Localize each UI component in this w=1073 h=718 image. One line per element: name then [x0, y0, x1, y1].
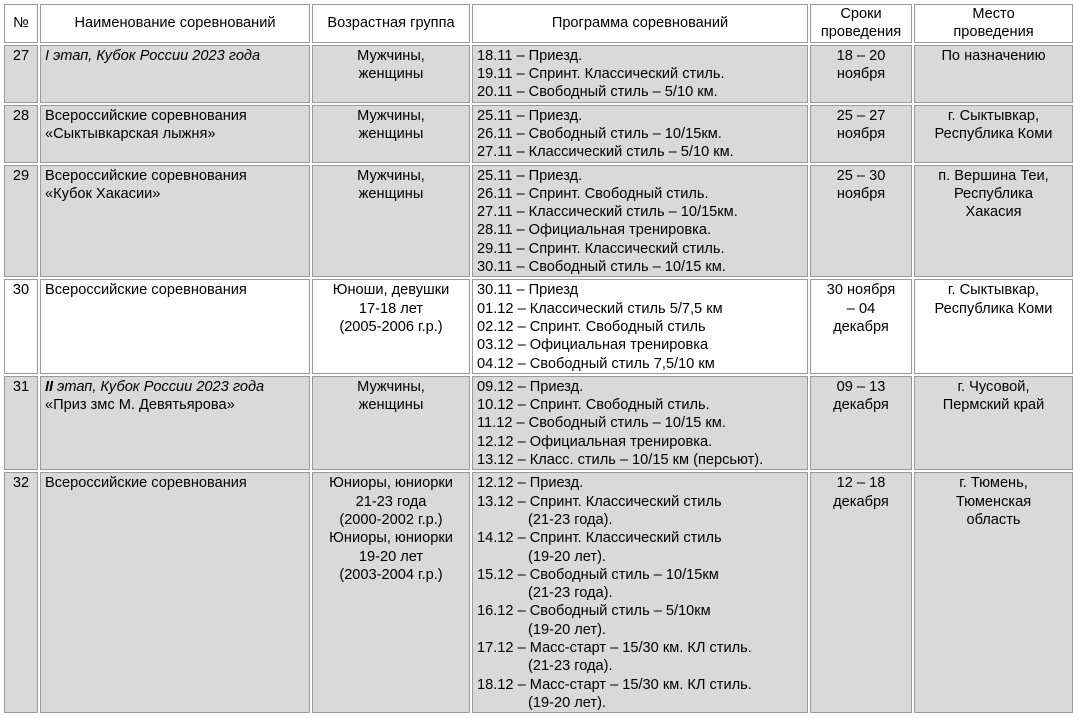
- competition-name-line: «Приз змс М. Девятьярова»: [45, 397, 235, 414]
- program-line: 09.12 – Приезд.: [477, 378, 584, 395]
- place-line: г. Тюмень,: [959, 475, 1028, 492]
- program-line: 25.11 – Приезд.: [477, 167, 583, 184]
- program-line: 01.12 – Классический стиль 5/7,5 км: [477, 300, 723, 317]
- program-line: 20.11 – Свободный стиль – 5/10 км.: [477, 84, 718, 101]
- program-line: 27.11 – Классический стиль – 5/10 км.: [477, 144, 734, 161]
- program: [472, 279, 808, 373]
- age-line: (2000-2002 г.р.): [339, 511, 443, 528]
- dates-line: декабря: [833, 397, 889, 414]
- header-dates: [810, 4, 912, 43]
- dates: [810, 165, 912, 278]
- age-line: (2003-2004 г.р.): [339, 566, 443, 583]
- program-line: 15.12 – Свободный стиль – 10/15км: [477, 566, 719, 583]
- dates-line: 30 ноября: [826, 282, 896, 299]
- program: [472, 45, 808, 103]
- competition-name: [40, 105, 310, 163]
- age-line: (2005-2006 г.р.): [339, 318, 443, 335]
- program-line-note: (19-20 лет).: [528, 694, 606, 711]
- table-row: [4, 279, 1073, 373]
- dates-line: 09 – 13: [836, 378, 886, 395]
- program: [472, 165, 808, 278]
- place: [914, 45, 1073, 103]
- program-line: 27.11 – Классический стиль – 10/15км.: [477, 204, 738, 221]
- place-line: Хакасия: [965, 204, 1022, 221]
- competition-name: [40, 472, 310, 713]
- row-number: 32: [4, 472, 38, 713]
- program-line: 19.11 – Спринт. Классический стиль.: [477, 65, 725, 82]
- program-line: 13.12 – Спринт. Классический стиль: [477, 493, 722, 510]
- age-line: Мужчины,: [357, 47, 425, 64]
- place: [914, 105, 1073, 163]
- dates-line: 25 – 27: [836, 107, 886, 124]
- dates: [810, 376, 912, 470]
- program: [472, 105, 808, 163]
- place: [914, 165, 1073, 278]
- table-row: [4, 105, 1073, 163]
- competition-name-line: «Кубок Хакасии»: [45, 185, 161, 202]
- program-line: 04.12 – Свободный стиль 7,5/10 км: [477, 355, 715, 372]
- competition-name-line: Всероссийские соревнования: [45, 107, 247, 124]
- age-line: Юноши, девушки: [332, 282, 450, 299]
- age-line: Юниоры, юниорки: [329, 530, 453, 547]
- header-place-line: проведения: [953, 24, 1034, 41]
- program-line: 28.11 – Официальная тренировка.: [477, 222, 712, 239]
- place-line: область: [966, 511, 1021, 528]
- header-age-group: Возрастная группа: [312, 4, 470, 43]
- competition-name-line: [45, 378, 305, 396]
- age-group: [312, 45, 470, 103]
- age-line: 17-18 лет: [358, 300, 424, 317]
- program-line: 17.12 – Масс-старт – 15/30 км. КЛ стиль.: [477, 640, 752, 657]
- program-line: 18.11 – Приезд.: [477, 47, 583, 64]
- program-line: 18.12 – Масс-старт – 15/30 км. КЛ стиль.: [477, 676, 752, 693]
- age-group: [312, 165, 470, 278]
- program-line: 16.12 – Свободный стиль – 5/10км: [477, 603, 711, 620]
- row-number: 31: [4, 376, 38, 470]
- age-line: Юниоры, юниорки: [329, 475, 453, 492]
- program: [472, 472, 808, 713]
- header-competition-name: Наименование соревнований: [40, 4, 310, 43]
- dates-line: декабря: [833, 318, 889, 335]
- dates: [810, 279, 912, 373]
- header-dates-line: Сроки: [840, 6, 882, 22]
- age-group: [312, 279, 470, 373]
- program-line: 30.11 – Свободный стиль – 10/15 км.: [477, 259, 726, 276]
- program-line-note: (21-23 года).: [528, 658, 613, 675]
- row-number: 28: [4, 105, 38, 163]
- row-number: 29: [4, 165, 38, 278]
- table-row: [4, 165, 1073, 278]
- place: [914, 472, 1073, 713]
- age-line: 21-23 года: [355, 493, 427, 510]
- header-number: №: [4, 4, 38, 43]
- age-group: [312, 472, 470, 713]
- age-line: Мужчины,: [357, 378, 425, 395]
- dates-line: ноября: [836, 65, 886, 82]
- program-line: 29.11 – Спринт. Классический стиль.: [477, 240, 725, 257]
- age-line: женщины: [358, 65, 424, 82]
- place-line: г. Сыктывкар,: [947, 107, 1040, 124]
- competition-name-line: I этап, Кубок России 2023 года: [45, 47, 261, 64]
- dates-line: 25 – 30: [836, 167, 886, 184]
- dates: [810, 105, 912, 163]
- program-line-note: (19-20 лет).: [528, 548, 606, 565]
- place-line: По назначению: [941, 47, 1046, 64]
- place: [914, 376, 1073, 470]
- dates-line: ноября: [836, 125, 886, 142]
- program-line-note: (21-23 года).: [528, 511, 613, 528]
- competition-name-line: Всероссийские соревнования: [45, 167, 247, 184]
- place-line: Республика Коми: [934, 300, 1053, 317]
- dates: [810, 472, 912, 713]
- header-place-line: Место: [972, 6, 1015, 22]
- place-line: п. Вершина Теи,: [938, 167, 1049, 184]
- dates-line: 12 – 18: [836, 475, 886, 492]
- program-line: 03.12 – Официальная тренировка: [477, 337, 709, 354]
- table-row: [4, 472, 1073, 713]
- competition-name-line: Всероссийские соревнования: [45, 475, 247, 492]
- place-line: г. Чусовой,: [957, 378, 1030, 395]
- age-group: [312, 376, 470, 470]
- place: [914, 279, 1073, 373]
- age-line: женщины: [358, 185, 424, 202]
- program-line: 26.11 – Спринт. Свободный стиль.: [477, 185, 709, 202]
- table-row: [4, 45, 1073, 103]
- dates-line: ноября: [836, 185, 886, 202]
- competition-name: [40, 279, 310, 373]
- program-line-note: (21-23 года).: [528, 585, 613, 602]
- place-line: Тюменская: [955, 493, 1032, 510]
- program-line: 12.12 – Официальная тренировка.: [477, 433, 713, 450]
- dates-line: – 04: [846, 300, 876, 317]
- place-line: Пермский край: [942, 397, 1045, 414]
- age-line: Мужчины,: [357, 107, 425, 124]
- dates: [810, 45, 912, 103]
- age-group: [312, 105, 470, 163]
- competition-name: [40, 376, 310, 470]
- program-line-note: (19-20 лет).: [528, 621, 606, 638]
- table-row: [4, 376, 1073, 470]
- competition-name-line: «Сыктывкарская лыжня»: [45, 125, 216, 142]
- program-line: 12.12 – Приезд.: [477, 475, 584, 492]
- age-line: женщины: [358, 125, 424, 142]
- program-line: 02.12 – Спринт. Свободный стиль: [477, 318, 706, 335]
- row-number: 30: [4, 279, 38, 373]
- place-line: г. Сыктывкар,: [947, 282, 1040, 299]
- competition-schedule-table: [2, 2, 1073, 715]
- age-line: женщины: [358, 397, 424, 414]
- place-line: Республика Коми: [934, 125, 1053, 142]
- program-line: 13.12 – Класс. стиль – 10/15 км (персьют).: [477, 452, 764, 469]
- competition-name-line: Всероссийские соревнования: [45, 282, 247, 299]
- header-place: [914, 4, 1073, 43]
- stage-title: этап, Кубок России 2023 года: [53, 378, 265, 395]
- program-line: 25.11 – Приезд.: [477, 107, 583, 124]
- dates-line: 18 – 20: [836, 47, 886, 64]
- header-program: Программа соревнований: [472, 4, 808, 43]
- program-line: 26.11 – Свободный стиль – 10/15км.: [477, 125, 722, 142]
- age-line: 19-20 лет: [358, 548, 424, 565]
- program-line: 10.12 – Спринт. Свободный стиль.: [477, 397, 710, 414]
- header-dates-line: проведения: [820, 24, 902, 41]
- stage-numeral: II: [45, 378, 54, 395]
- program-line: 30.11 – Приезд: [477, 282, 579, 299]
- place-line: Республика: [953, 185, 1034, 202]
- program: [472, 376, 808, 470]
- competition-name: [40, 45, 310, 103]
- age-line: Мужчины,: [357, 167, 425, 184]
- competition-name: [40, 165, 310, 278]
- program-line: 14.12 – Спринт. Классический стиль: [477, 530, 722, 547]
- row-number: 27: [4, 45, 38, 103]
- program-line: 11.12 – Свободный стиль – 10/15 км.: [477, 415, 726, 432]
- dates-line: декабря: [833, 493, 889, 510]
- table-header-row: [4, 4, 1073, 43]
